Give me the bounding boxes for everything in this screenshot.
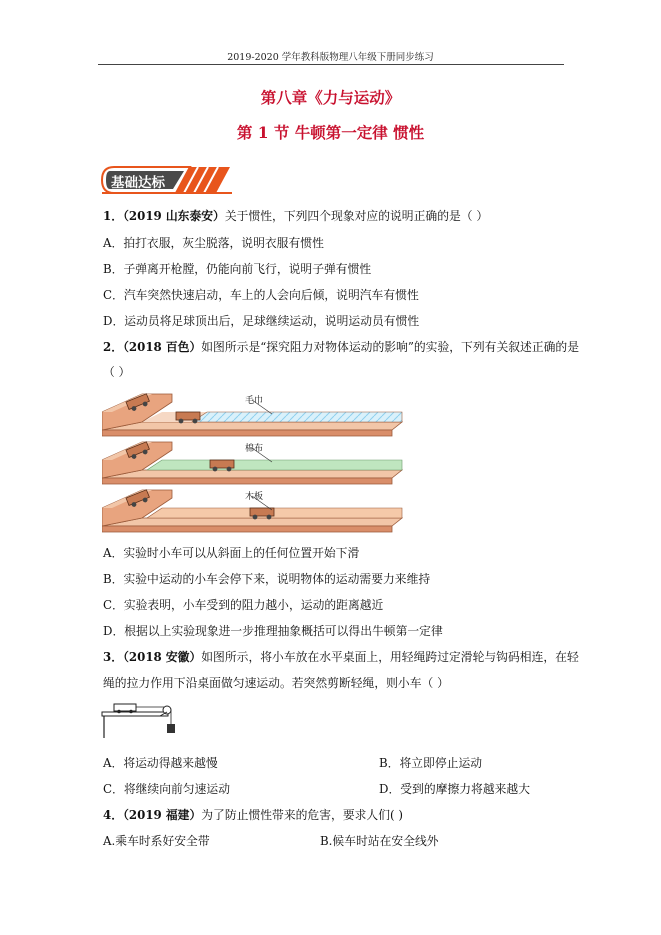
question-2-stem [103, 338, 579, 355]
question-3-option-b: B．将立即停止运动 [379, 756, 483, 770]
chapter-title: 第八章《力与运动》 [260, 88, 401, 107]
question-1-stem [103, 207, 488, 224]
section-title: 第 1 节 牛顿第一定律 惯性 [236, 123, 425, 142]
question-text: 如图所示是“探究阻力对物体运动的影响”的实验，下列有关叙述正确的是 [201, 340, 580, 354]
question-1-option-b: B．子弹离开枪膛，仍能向前飞行，说明子弹有惯性 [103, 262, 372, 276]
question-3-option-a: A．将运动得越来越慢 [103, 756, 218, 770]
question-3-option-d: D．受到的摩擦力将越来越大 [379, 782, 531, 796]
question-number: 2． [103, 340, 124, 354]
question-2-stem-cont: （ ） [103, 365, 131, 379]
pulley-figure [100, 698, 190, 745]
question-2-option-b: B．实验中运动的小车会停下来，说明物体的运动需要力来维持 [103, 572, 431, 586]
label-towel: 毛巾 [245, 396, 264, 406]
question-4-stem [103, 806, 403, 823]
question-source: （2018 百色） [123, 340, 202, 354]
question-2-option-c: C．实验表明，小车受到的阻力越小，运动的距离越近 [103, 598, 384, 612]
friction-experiment-figure [102, 388, 407, 536]
question-text: 如图所示，将小车放在水平桌面上，用轻绳跨过定滑轮与钩码相连，在轻 [201, 650, 579, 664]
ramp-diagram [102, 388, 407, 533]
question-source: （2018 安徽） [123, 650, 202, 664]
label-cotton: 棉布 [245, 444, 264, 454]
question-text: 为了防止惯性带来的危害，要求人们( ) [201, 808, 403, 822]
question-2-option-d: D．根据以上实验现象进一步推理抽象概括可以得出牛顿第一定律 [103, 624, 443, 638]
question-source: （2019 山东泰安） [123, 209, 225, 223]
question-3-stem [103, 648, 579, 665]
question-4-option-b: B.候车时站在安全线外 [320, 834, 439, 848]
question-2-option-a: A．实验时小车可以从斜面上的任何位置开始下滑 [103, 546, 360, 560]
question-number: 4． [103, 808, 124, 822]
pulley-cart-diagram [100, 698, 190, 742]
question-1-option-d: D．运动员将足球顶出后，足球继续运动，说明运动员有惯性 [103, 314, 420, 328]
page-header: 2019-2020 学年教科版物理八年级下册同步练习 [227, 52, 434, 63]
header-divider [98, 64, 564, 65]
question-3-stem-cont: 绳的拉力作用下沿桌面做匀速运动。若突然剪断轻绳，则小车（ ） [103, 676, 449, 690]
question-1-option-a: A．拍打衣服，灰尘脱落，说明衣服有惯性 [103, 236, 324, 250]
question-3-option-c: C．将继续向前匀速运动 [103, 782, 230, 796]
section-badge [100, 165, 235, 195]
question-number: 1． [103, 209, 124, 223]
label-board: 木板 [245, 492, 264, 502]
badge-label: 基础达标 [111, 175, 165, 191]
question-4-option-a: A.乘车时系好安全带 [103, 834, 210, 848]
question-text: 关于惯性，下列四个现象对应的说明正确的是（ ） [224, 209, 489, 223]
question-1-option-c: C．汽车突然快速启动，车上的人会向后倾，说明汽车有惯性 [103, 288, 419, 302]
question-number: 3． [103, 650, 124, 664]
question-source: （2019 福建） [123, 808, 202, 822]
